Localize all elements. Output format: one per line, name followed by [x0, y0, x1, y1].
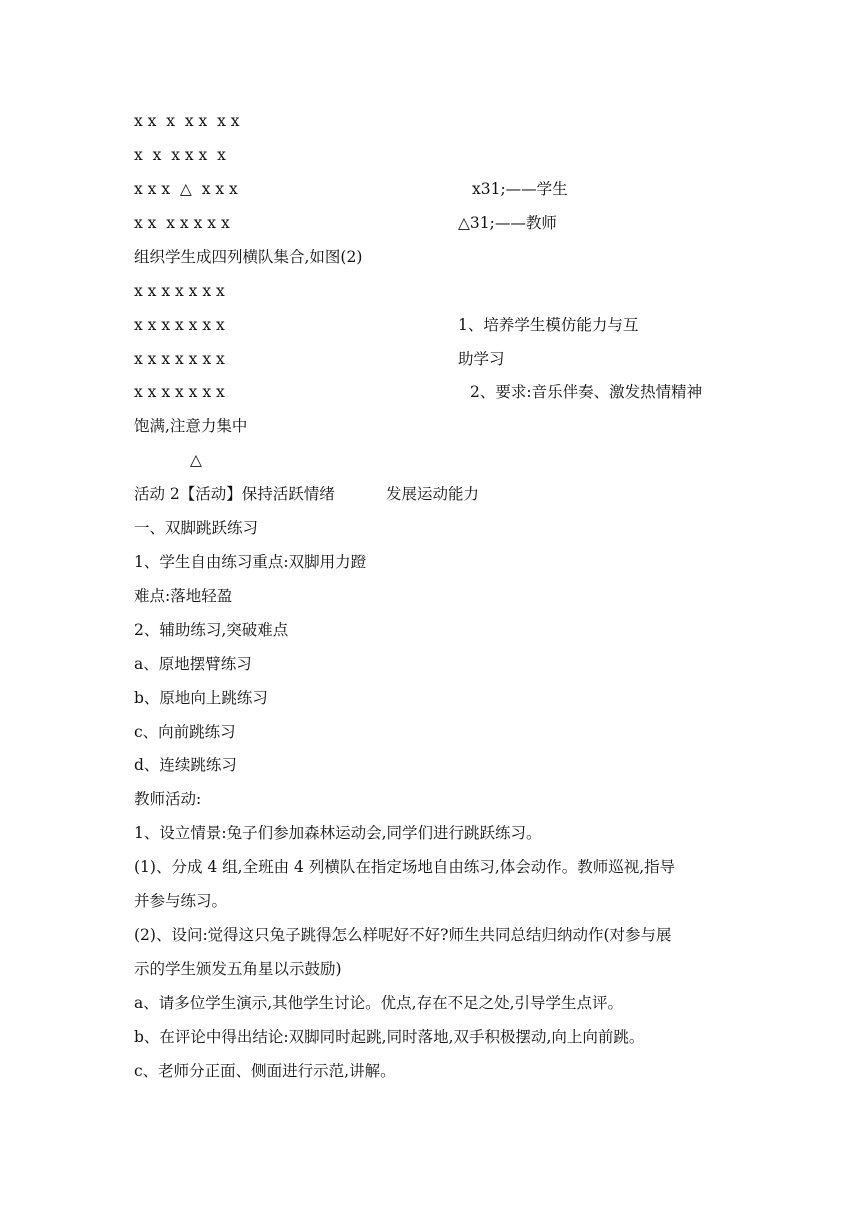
- formation1-row4: x x x x x x x: [134, 214, 230, 232]
- section-item-a: a、原地摆臂练习: [134, 655, 252, 673]
- teacher-activity-pa: a、请多位学生演示,其他学生讨论。优点,存在不足之处,引导学生点评。: [134, 994, 624, 1012]
- teacher-activity-pb: b、在评论中得出结论:双脚同时起跳,同时落地,双手积极摆动,向上向前跳。: [134, 1028, 645, 1046]
- note-1b: 助学习: [458, 350, 505, 368]
- formation1-row3: x x x △ x x x: [134, 180, 238, 198]
- section-line2: 难点:落地轻盈: [134, 587, 233, 605]
- formation1-row1: x x x x x x x: [134, 112, 240, 130]
- teacher-activity-heading: 教师活动:: [134, 790, 202, 808]
- section-item-d: d、连续跳练习: [134, 756, 237, 774]
- section-line1: 1、学生自由练习重点:双脚用力蹬: [134, 553, 367, 571]
- section-line3: 2、辅助练习,突破难点: [134, 621, 289, 639]
- note-2a: 2、要求:音乐伴奏、激发热情精神: [470, 383, 703, 401]
- section-heading: 一、双脚跳跃练习: [134, 519, 259, 537]
- teacher-activity-p2b: 并参与练习。: [134, 892, 228, 910]
- activity2-subtitle: 发展运动能力: [386, 485, 480, 503]
- teacher-activity-p1: 1、设立情景:兔子们参加森林运动会,同学们进行跳跃练习。: [134, 824, 542, 842]
- note-1a: 1、培养学生模仿能力与互: [458, 316, 639, 334]
- teacher-activity-p3b: 示的学生颁发五角星以示鼓励): [134, 960, 342, 978]
- section-item-c: c、向前跳练习: [134, 723, 236, 741]
- teacher-activity-pc: c、老师分正面、侧面进行示范,讲解。: [134, 1062, 396, 1080]
- formation2-teacher-mark: △: [190, 451, 202, 469]
- formation1-row2: x x x x x x: [134, 146, 226, 164]
- legend-student: x31;——学生: [472, 180, 568, 198]
- formation2-row4: x x x x x x x: [134, 383, 225, 401]
- activity2-title: 活动 2【活动】保持活跃情绪: [134, 485, 335, 503]
- para-gather: 组织学生成四列横队集合,如图(2): [134, 248, 363, 266]
- formation2-row3: x x x x x x x: [134, 350, 225, 368]
- section-item-b: b、原地向上跳练习: [134, 689, 268, 707]
- teacher-activity-p3a: (2)、设问:觉得这只兔子跳得怎么样呢好不好?师生共同总结归纳动作(对参与展: [134, 926, 672, 944]
- teacher-activity-p2a: (1)、分成 4 组,全班由 4 列横队在指定场地自由练习,体会动作。教师巡视,指导: [134, 858, 676, 876]
- formation2-row2: x x x x x x x: [134, 316, 225, 334]
- legend-teacher: △31;——教师: [458, 214, 557, 232]
- formation2-row1: x x x x x x x: [134, 282, 225, 300]
- note-2b: 饱满,注意力集中: [134, 417, 248, 435]
